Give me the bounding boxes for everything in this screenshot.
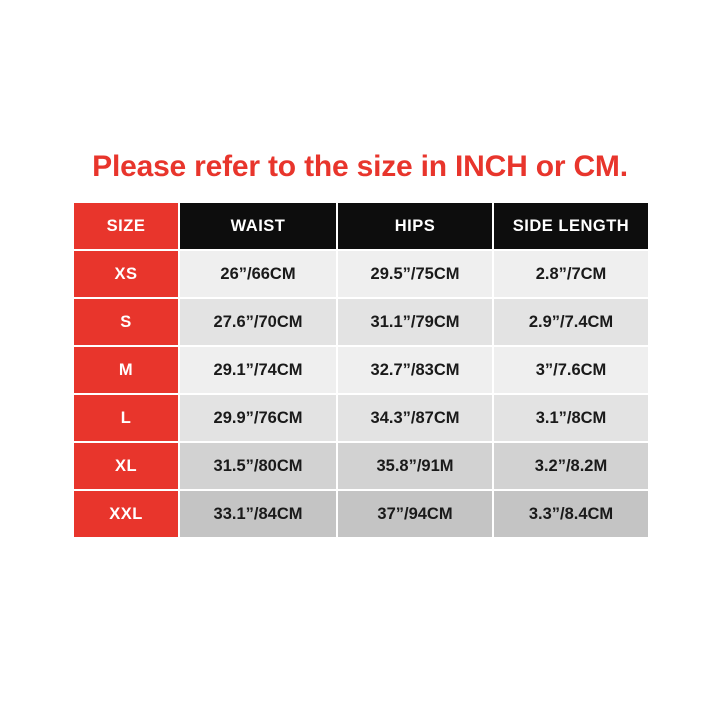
cell-hips: 35.8”/91M [337,442,493,490]
cell-size: L [73,394,179,442]
cell-waist: 31.5”/80CM [179,442,337,490]
cell-side-length: 3.2”/8.2M [493,442,649,490]
cell-size: M [73,346,179,394]
table-row [73,250,649,298]
cell-hips: 29.5”/75CM [337,250,493,298]
column-header-side-length: SIDE LENGTH [493,202,649,250]
cell-size: XL [73,442,179,490]
cell-hips: 34.3”/87CM [337,394,493,442]
cell-size: S [73,298,179,346]
cell-side-length: 3.3”/8.4CM [493,490,649,538]
table-row [73,490,649,538]
cell-waist: 26”/66CM [179,250,337,298]
cell-hips: 37”/94CM [337,490,493,538]
table-header-row [73,202,649,250]
cell-waist: 29.1”/74CM [179,346,337,394]
column-header-waist: WAIST [179,202,337,250]
size-chart-table-wrapper [72,201,648,539]
table-row [73,346,649,394]
table-body [73,250,649,538]
table-row [73,394,649,442]
cell-hips: 32.7”/83CM [337,346,493,394]
cell-waist: 33.1”/84CM [179,490,337,538]
cell-waist: 29.9”/76CM [179,394,337,442]
column-header-size: SIZE [73,202,179,250]
cell-side-length: 2.9”/7.4CM [493,298,649,346]
table-header [73,202,649,250]
table-row [73,442,649,490]
cell-size: XXL [73,490,179,538]
cell-waist: 27.6”/70CM [179,298,337,346]
cell-side-length: 3”/7.6CM [493,346,649,394]
page-title: Please refer to the size in INCH or CM. [92,150,628,183]
column-header-hips: HIPS [337,202,493,250]
cell-hips: 31.1”/79CM [337,298,493,346]
cell-side-length: 3.1”/8CM [493,394,649,442]
table-row [73,298,649,346]
size-chart-table [72,201,650,539]
cell-side-length: 2.8”/7CM [493,250,649,298]
cell-size: XS [73,250,179,298]
